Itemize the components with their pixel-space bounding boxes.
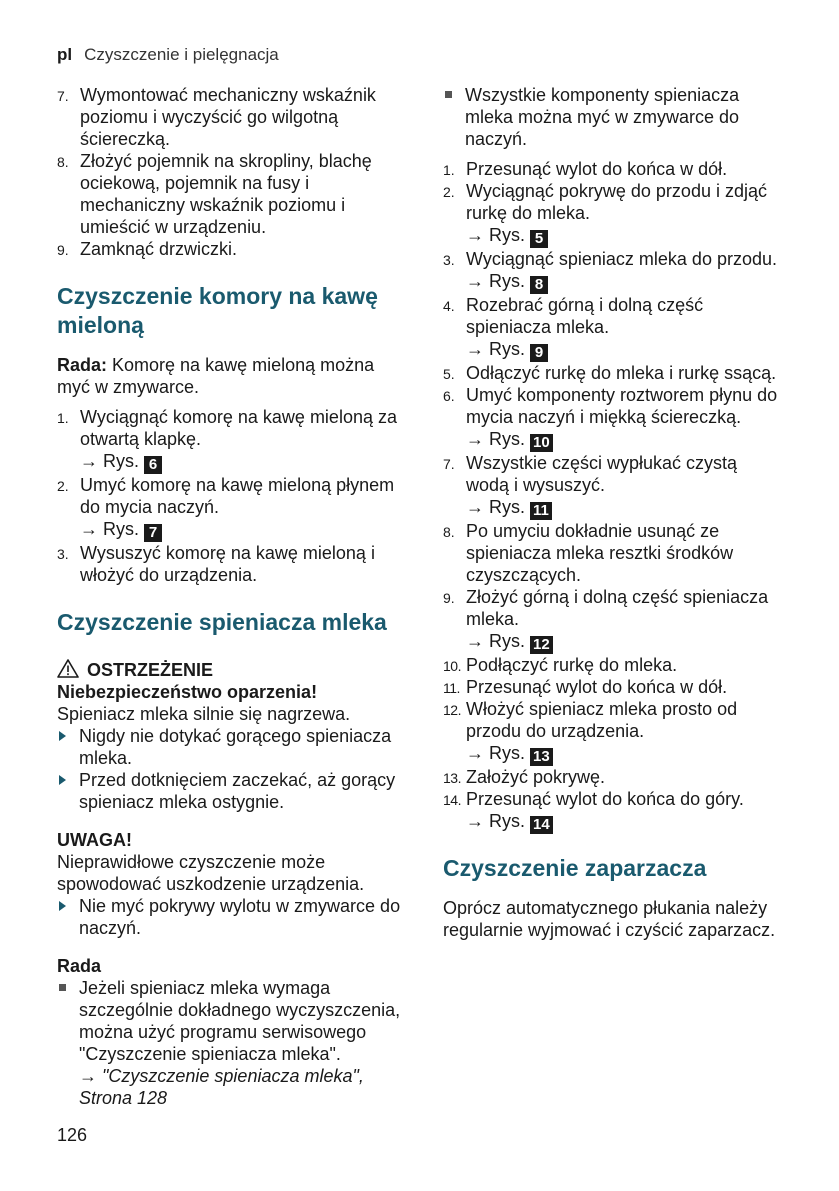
triangle-bullet-icon xyxy=(59,731,66,741)
step-text: Zamknąć drzwiczki. xyxy=(80,239,238,259)
list-item-text: Przed dotknięciem zaczekać, aż gorący spieniacz mleka ostygnie. xyxy=(79,770,396,812)
step-number: 4. xyxy=(443,298,455,314)
warning-text: Spieniacz mleka silnie się nagrzewa. xyxy=(57,704,351,724)
triangle-bullet-icon xyxy=(59,901,66,911)
step-number: 3. xyxy=(443,252,455,268)
notice-list xyxy=(57,895,403,939)
figure-reference xyxy=(466,224,785,248)
list-item xyxy=(57,406,403,474)
steps-list-frother xyxy=(443,158,785,834)
step-number: 9. xyxy=(57,242,69,258)
step-text: Złożyć pojemnik na skropliny, blachę ociekową, pojemnik na fusy i mechaniczny wskaźnik poziomu i umieścić w urządzeniu. xyxy=(80,151,372,237)
ref-text: → Rys. xyxy=(466,271,526,291)
list-item xyxy=(57,84,403,150)
list-item xyxy=(57,474,403,542)
list-item xyxy=(57,150,403,238)
step-text: Założyć pokrywę. xyxy=(466,767,606,787)
step-text: Włożyć spieniacz mleka prosto od przodu do urządzenia. xyxy=(466,699,738,741)
language-code: pl xyxy=(57,45,73,64)
ref-text: → Rys. xyxy=(466,225,526,245)
step-text: Wymontować mechaniczny wskaźnik poziomu i wyczyścić go wilgotną ściereczką. xyxy=(80,85,376,149)
figure-badge: 12 xyxy=(530,636,553,654)
step-text: Umyć komorę na kawę mieloną płynem do mycia naczyń. xyxy=(80,475,395,517)
list-item xyxy=(57,725,403,769)
figure-reference xyxy=(466,270,785,294)
figure-reference xyxy=(466,338,785,362)
step-text: Odłączyć rurkę do mleka i rurkę ssącą. xyxy=(466,363,777,383)
step-number: 8. xyxy=(57,154,69,170)
warning-triangle-icon xyxy=(57,659,79,678)
list-item xyxy=(443,586,785,654)
tip-label: Rada: xyxy=(57,355,108,375)
list-item xyxy=(443,180,785,248)
brewing-unit-text: Oprócz automatycznego płukania należy regularnie wyjmować i czyścić zaparzacz. xyxy=(443,898,776,940)
figure-reference xyxy=(466,428,785,452)
tip-title: Rada xyxy=(57,956,102,976)
list-item xyxy=(57,769,403,813)
step-number: 6. xyxy=(443,388,455,404)
list-item-text: Nigdy nie dotykać gorącego spieniacza mleka. xyxy=(79,726,392,768)
step-number: 1. xyxy=(443,162,455,178)
section-heading-milk-frother: Czyszczenie spieniacza mleka xyxy=(57,609,387,635)
step-text: Podłączyć rurkę do mleka. xyxy=(466,655,678,675)
ref-text: → Rys. xyxy=(466,339,526,359)
figure-badge: 6 xyxy=(144,456,162,474)
ref-text: → Rys. xyxy=(80,519,140,539)
list-item xyxy=(443,698,785,766)
figure-reference xyxy=(466,630,785,654)
list-item xyxy=(443,654,785,676)
figure-badge: 13 xyxy=(530,748,553,766)
step-text: Przesunąć wylot do końca w dół. xyxy=(466,159,728,179)
ref-text: → Rys. xyxy=(466,631,526,651)
list-item-text: Jeżeli spieniacz mleka wymaga szczególnie dokładnego wyczyszczenia, można użyć programu serwisowego "Czyszczenie spieniacza mleka". xyxy=(79,978,401,1064)
chapter-title: Czyszczenie i pielęgnacja xyxy=(84,45,279,64)
step-text: Umyć komponenty roztworem płynu do mycia naczyń i miękką ściereczką. xyxy=(466,385,778,427)
list-item xyxy=(57,542,403,586)
tip-paragraph xyxy=(57,354,403,398)
warning-list xyxy=(57,725,403,813)
list-item xyxy=(443,788,785,834)
page-header xyxy=(57,45,279,65)
step-text: Złożyć górną i dolną część spieniacza mleka. xyxy=(466,587,769,629)
figure-badge: 9 xyxy=(530,344,548,362)
step-number: 7. xyxy=(57,88,69,104)
notice-title: UWAGA! xyxy=(57,830,132,850)
tip-text: Komorę na kawę mieloną można myć w zmywarce. xyxy=(57,355,375,397)
step-text: Wszystkie części wypłukać czystą wodą i wysuszyć. xyxy=(466,453,738,495)
square-bullet-icon xyxy=(59,984,66,991)
step-number: 10. xyxy=(443,658,461,674)
list-item xyxy=(443,158,785,180)
figure-badge: 11 xyxy=(530,502,552,520)
step-number: 13. xyxy=(443,770,461,786)
list-item xyxy=(443,384,785,452)
figure-badge: 14 xyxy=(530,816,553,834)
step-text: Wyciągnąć pokrywę do przodu i zdjąć rurkę do mleka. xyxy=(466,181,767,223)
left-column xyxy=(57,84,403,1109)
page-reference-link[interactable]: → "Czyszczenie spieniacza mleka", Strona 128 xyxy=(79,1066,364,1108)
step-number: 8. xyxy=(443,524,455,540)
page-number: 126 xyxy=(57,1125,88,1145)
step-number: 11. xyxy=(443,680,460,696)
list-item xyxy=(443,294,785,362)
step-text: Wyciągnąć komorę na kawę mieloną za otwartą klapkę. xyxy=(80,407,397,449)
right-column xyxy=(443,84,785,941)
figure-reference xyxy=(466,742,785,766)
step-number: 12. xyxy=(443,702,461,718)
list-item xyxy=(443,766,785,788)
square-bullet-icon xyxy=(445,91,452,98)
notice-text: Nieprawidłowe czyszczenie może spowodować uszkodzenie urządzenia. xyxy=(57,852,365,894)
steps-list-grounds xyxy=(57,406,403,586)
step-number: 2. xyxy=(57,478,69,494)
figure-reference xyxy=(466,810,785,834)
step-number: 9. xyxy=(443,590,455,606)
figure-badge: 7 xyxy=(144,524,162,542)
figure-reference xyxy=(80,450,403,474)
section-heading-grounds-chamber: Czyszczenie komory na kawę mieloną xyxy=(57,283,378,338)
ref-text: → Rys. xyxy=(466,811,526,831)
ref-text: → Rys. xyxy=(80,451,140,471)
step-number: 7. xyxy=(443,456,455,472)
step-text: Przesunąć wylot do końca do góry. xyxy=(466,789,744,809)
step-number: 5. xyxy=(443,366,455,382)
section-heading-brewing-unit: Czyszczenie zaparzacza xyxy=(443,855,707,881)
steps-list-top xyxy=(57,84,403,260)
step-number: 2. xyxy=(443,184,455,200)
step-number: 3. xyxy=(57,546,69,562)
step-number: 14. xyxy=(443,792,461,808)
step-text: Przesunąć wylot do końca w dół. xyxy=(466,677,728,697)
triangle-bullet-icon xyxy=(59,775,66,785)
figure-badge: 10 xyxy=(530,434,553,452)
list-item xyxy=(57,238,403,260)
list-item xyxy=(57,977,403,1109)
list-item xyxy=(443,452,785,520)
ref-text: → Rys. xyxy=(466,429,526,449)
info-list xyxy=(443,84,785,150)
warning-label: OSTRZEŻENIE xyxy=(87,660,214,680)
list-item-text: Nie myć pokrywy wylotu w zmywarce do naczyń. xyxy=(79,896,401,938)
list-item xyxy=(443,362,785,384)
warning-title xyxy=(57,659,403,681)
figure-reference xyxy=(80,518,403,542)
tip-list xyxy=(57,977,403,1109)
ref-text: → Rys. xyxy=(466,497,526,517)
step-text: Wyciągnąć spieniacz mleka do przodu. xyxy=(466,249,777,269)
step-number: 1. xyxy=(57,410,69,426)
figure-reference xyxy=(466,496,785,520)
warning-subtitle: Niebezpieczeństwo oparzenia! xyxy=(57,682,318,702)
step-text: Po umyciu dokładnie usunąć ze spieniacza mleka resztki środków czyszczących. xyxy=(466,521,734,585)
step-text: Rozebrać górną i dolną część spieniacza mleka. xyxy=(466,295,704,337)
list-item-text: Wszystkie komponenty spieniacza mleka można myć w zmywarce do naczyń. xyxy=(465,85,740,149)
list-item xyxy=(443,84,785,150)
figure-badge: 5 xyxy=(530,230,548,248)
list-item xyxy=(57,895,403,939)
step-text: Wysuszyć komorę na kawę mieloną i włożyć do urządzenia. xyxy=(80,543,375,585)
list-item xyxy=(443,520,785,586)
list-item xyxy=(443,676,785,698)
ref-text: → Rys. xyxy=(466,743,526,763)
list-item xyxy=(443,248,785,294)
figure-badge: 8 xyxy=(530,276,548,294)
